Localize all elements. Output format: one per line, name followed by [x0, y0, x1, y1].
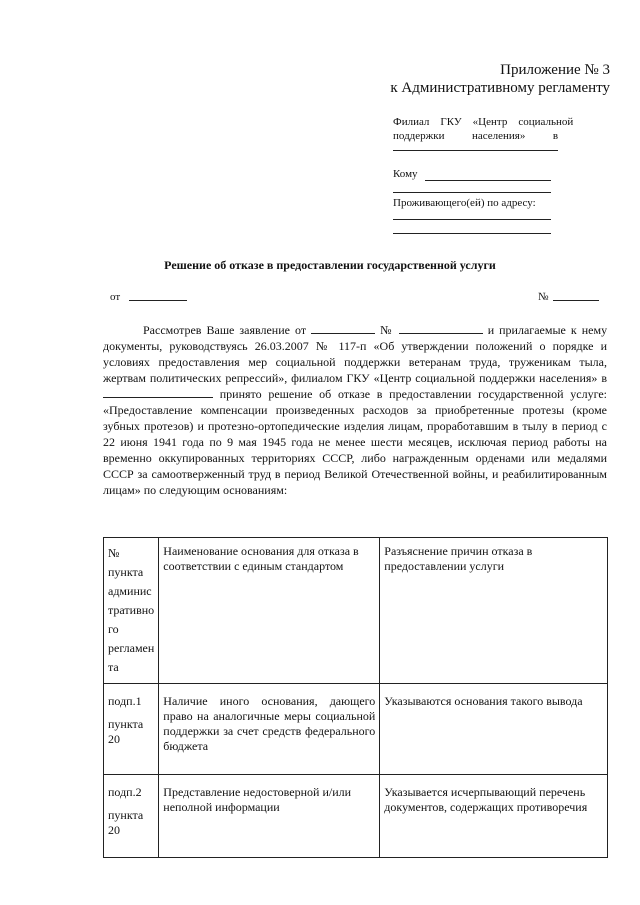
- application-number-fill[interactable]: [399, 323, 483, 334]
- address-fill-line-2[interactable]: [393, 233, 551, 234]
- location-fill[interactable]: [103, 387, 213, 398]
- document-title: Решение об отказе в предоставлении государственной услуги: [164, 258, 496, 272]
- branch-line-2: поддержки населения» в: [393, 130, 559, 142]
- header-col1-line: №: [108, 546, 120, 560]
- row-reason-cell: Наличие иного основания, дающего право на аналогичные меры социальной поддержки за счет средств федерального бюджета: [159, 684, 380, 775]
- row-reason-cell: Представление недостоверной и/или неполной информации: [159, 775, 380, 858]
- row-point: пункта 20: [108, 717, 144, 746]
- header-col1-line: админис: [108, 584, 152, 598]
- row-subpoint: подп.2: [108, 785, 142, 799]
- header-col1-line: пункта: [108, 565, 144, 579]
- body-attached: и прилагаемые к: [487, 323, 577, 337]
- table-header-row: [104, 538, 608, 684]
- grounds-table: [103, 537, 608, 858]
- to-label: Кому: [393, 168, 418, 180]
- row-explanation-cell: Указывается исчерпывающий перечень документов, содержащих противоречия: [380, 775, 608, 858]
- header-cell-explanation: Разъяснение причин отказа в предоставлении услуги: [380, 538, 608, 684]
- row-point-cell: [104, 775, 159, 858]
- number-fill-line[interactable]: [553, 300, 599, 301]
- body-no: №: [380, 323, 394, 337]
- branch-line-1: Филиал ГКУ «Центр социальной: [393, 116, 574, 128]
- header-cell-point: [104, 538, 159, 684]
- date-from-label: от: [110, 291, 121, 303]
- header-cell-reason: Наименование основания для отказа в соответствии с единым стандартом: [159, 538, 380, 684]
- header-col1-line: та: [108, 660, 119, 674]
- appendix-number: Приложение № 3: [500, 62, 610, 78]
- appendix-regulation: к Административному регламенту: [390, 80, 610, 96]
- to-fill-line[interactable]: [425, 180, 551, 181]
- address-fill-line-1[interactable]: [393, 219, 551, 220]
- header-col1-line: го: [108, 622, 119, 636]
- number-label: №: [538, 291, 549, 303]
- to-fill-line-2[interactable]: [393, 192, 551, 193]
- row-explanation-cell: Указываются основания такого вывода: [380, 684, 608, 775]
- residing-label: Проживающего(ей) по адресу:: [393, 197, 536, 209]
- body-rest-2: принято решение об отказе в предоставлении государственной услуге: «Предоставление компенсации произведенных расходов за приобретенные протезы (кроме зубных протезов) и протезно-ортопедические изделия лицам, проработавшим в тылу в период с 22 июня 1941 года по 9 мая 1945 года не менее шести месяцев, исключая период работы на временно оккупированных территориях СССР, либо награжденным орденами или медалями СССР за самоотверженный труд в период Великой Отечественной войны, и реабилитированным лицам» по следующим основаниям:: [103, 387, 608, 497]
- body-intro: Рассмотрев Ваше заявление от: [143, 323, 307, 337]
- table-row: [104, 775, 608, 858]
- row-point-cell: [104, 684, 159, 775]
- branch-fill-line[interactable]: [393, 150, 558, 151]
- row-point: пункта 20: [108, 808, 144, 837]
- header-col1-line: тративно: [108, 603, 155, 617]
- date-fill-line[interactable]: [129, 300, 187, 301]
- header-col1-line: регламен: [108, 641, 155, 655]
- body-rest: нему документы, руководствуясь 26.03.2007 № 117-п «Об утверждении положений о порядке и условиях предоставления мер социальной поддержки ветеранам труда, труженикам тыла, жертвам политических репрессий», филиалом ГКУ «Центр социальной поддержки населения» в: [103, 323, 608, 385]
- body-paragraph: [103, 322, 607, 498]
- table-row: [104, 684, 608, 775]
- row-subpoint: подп.1: [108, 694, 142, 708]
- application-date-fill[interactable]: [311, 323, 375, 334]
